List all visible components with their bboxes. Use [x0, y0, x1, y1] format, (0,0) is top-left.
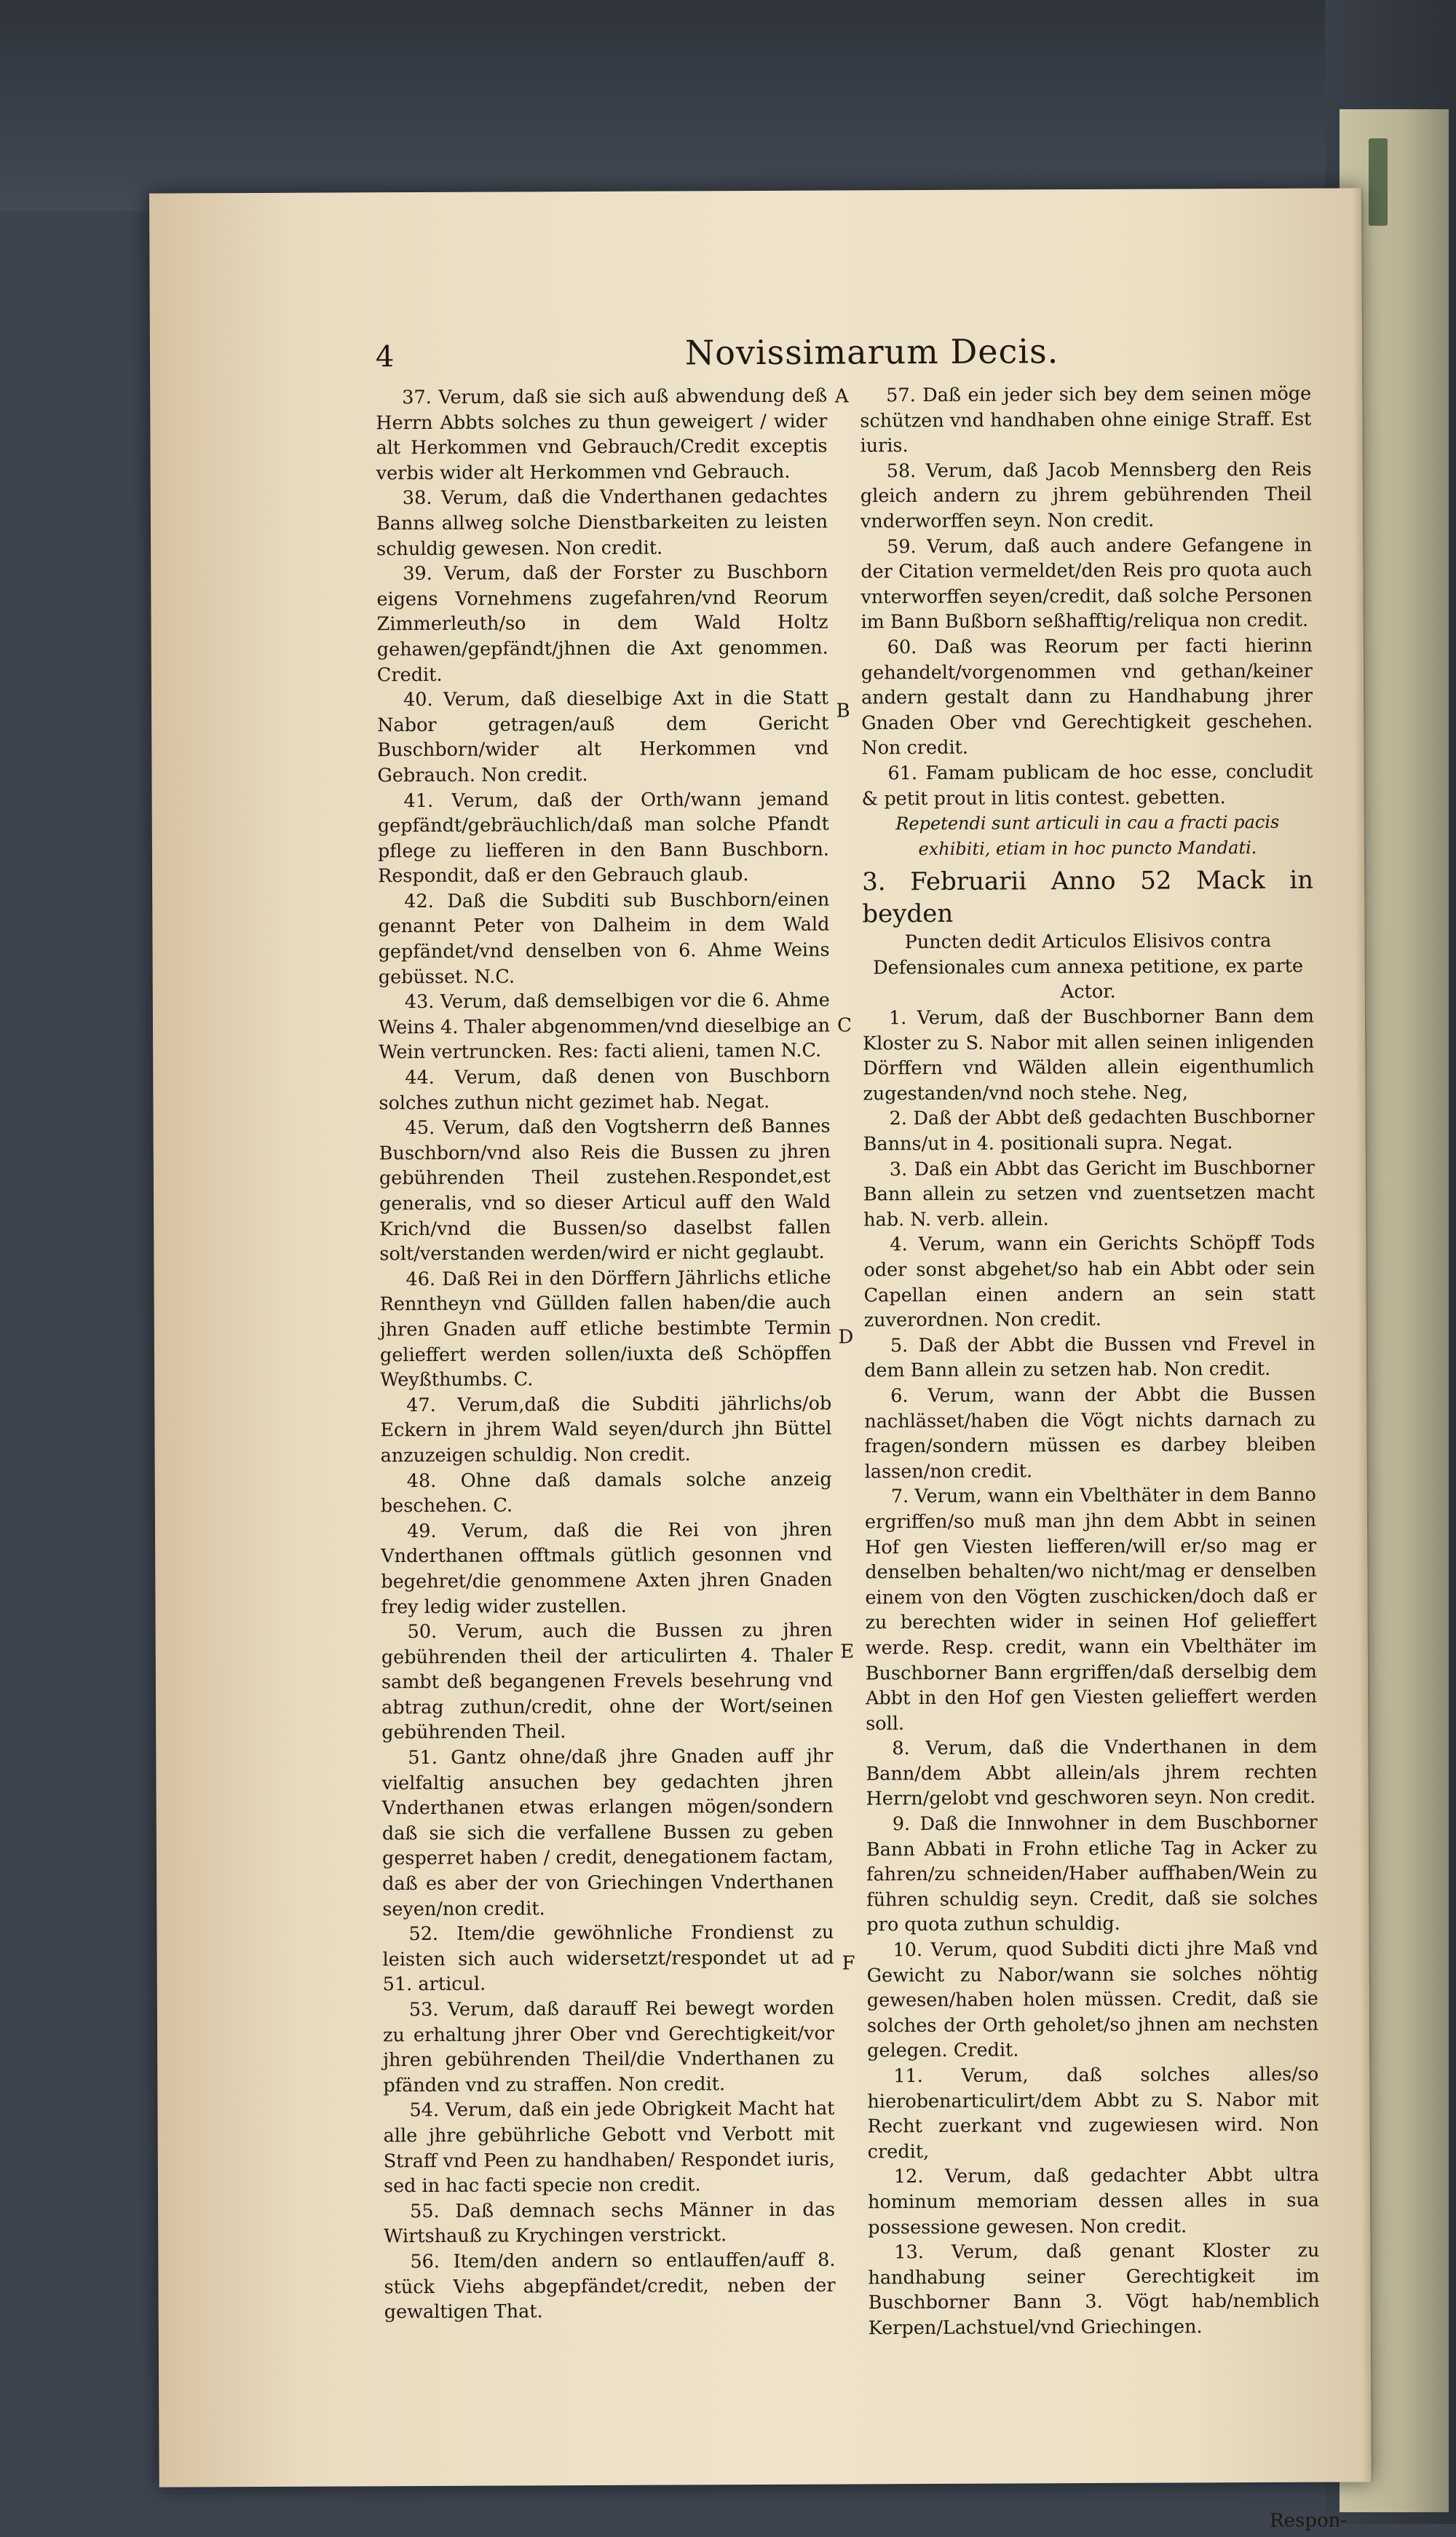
- elisive-article-5: 5. Daß der Abbt die Bussen vnd Frevel in dem Bann allein zu setzen hab. Non credit.: [864, 1333, 1315, 1382]
- elisive-article-9: 9. Daß die Innwohner in dem Buschborner Bann Abbati in Frohn etliche Tag in Acker zu fahren/zu schneiden/Haber auffhaben/Wein zu führen schuldig seyn. Credit, daß sie solches pro quota zuthun schuldig.: [866, 1811, 1318, 1936]
- article-49: 49. Verum, daß die Rei von jhren Vnderthanen offtmals gütlich gesonnen vnd begehret/die genommene Axten jhren Gnaden frey ledig wider zustellen.: [381, 1518, 833, 1618]
- article-60: 60. Daß was Reorum per facti hierinn gehandelt/vorgenommen vnd gethan/keiner andern gestalt dann zu Handhabung jhrer Gnaden Ober vnd Gerechtigkeit geschehen. Non credit.: [860, 634, 1313, 759]
- article-45: 45. Verum, daß den Vogtsherrn deß Bannes Buschborn/vnd also Reis die Bussen zu jhren gebührenden Theil zustehen.Respondet,est generalis, vnd so dieser Articul auff den Wald Krich/vnd die Bussen/so daselbst fallen solt/verstanden werden/wird er nicht geglaubt.: [379, 1115, 831, 1266]
- article-53: 53. Verum, daß darauff Rei bewegt worden zu erhaltung jhrer Ober vnd Gerechtigkeit/vor jhren gebührenden Theil/die Vnderthanen zu pfänden vnd zu straffen. Non credit.: [382, 1997, 835, 2097]
- article-56: 56. Item/den andern so entlauffen/auff 8. stück Viehs abgepfändet/credit, neben der gewaltigen That.: [384, 2249, 836, 2324]
- article-46: 46. Daß Rei in den Dörffern Jährlichs etliche Renntheyn vnd Güllden fallen haben/die auch jhren Gnaden auff etliche bestimbte Termin gelieffert werden sollen/iuxta deß Schöpffen Weyßthumbs. C.: [379, 1266, 832, 1392]
- backdrop: [0, 0, 1456, 211]
- margin-letter-d: D: [838, 1326, 854, 1349]
- book-page: [149, 188, 1372, 2532]
- article-41: 41. Verum, daß der Orth/wann jemand gepfändt/gebräuchlich/daß man solche Pfandt pflege zu liefferen in den Bann Buschborn. Respondit, daß er den Gebrauch glaub.: [377, 788, 830, 888]
- article-48: 48. Ohne daß damals solche anzeig beschehen. C.: [380, 1468, 832, 1518]
- repetendi-note: Repetendi sunt articuli in cau a fracti pacis exhibiti, etiam in hoc puncto Mandati.: [895, 811, 1280, 859]
- article-44: 44. Verum, daß denen von Buschborn solches zuthun nicht gezimet hab. Negat.: [379, 1065, 831, 1114]
- article-51: 51. Gantz ohne/daß jhre Gnaden auff jhr vielfaltig ansuchen bey gedachten jhren Vnderthanen etwas erlangen mögen/sondern daß sie sich die verfallene Bussen zu geben gesperret haben / credit, denegationem factam, daß es aber der von Griechingen Vnderthanen seyen/non credit.: [381, 1745, 834, 1920]
- article-47: 47. Verum,daß die Subditi jährlichs/ob Eckern in jhrem Wald seyen/durch jhn Büttel anzuzeigen schuldig. Non credit.: [380, 1392, 832, 1467]
- margin-letter-a: A: [834, 385, 849, 408]
- running-title: Novissimarum Decis.: [684, 331, 1059, 373]
- article-39: 39. Verum, daß der Forster zu Buschborn eigens Vornehmens zugefahren/vnd Reorum Zimmerleuth/so in dem Wald Holtz gehawen/gepfändt/jhnen die Axt genommen. Credit.: [376, 561, 828, 686]
- elisive-article-12: 12. Verum, daß gedachter Abbt ultra hominum memoriam dessen alles in sua possessione gewesen. Non credit.: [867, 2164, 1320, 2238]
- elisive-article-10: 10. Verum, quod Subditi dicti jhre Maß vnd Gewicht zu Nabor/wann sie solches nöhtig gewesen/haben holen müssen. Credit, daß sie solches der Orth geholet/so jhnen am nechsten gelegen. Credit.: [866, 1937, 1319, 2062]
- margin-letter-b: B: [836, 700, 850, 722]
- elisive-article-11: 11. Verum, daß solches alles/so hierobenarticulirt/dem Abbt zu S. Nabor mit Recht zuerkant vnd zugewiesen wird. Non credit,: [867, 2063, 1319, 2163]
- elisive-article-2: 2. Daß der Abbt deß gedachten Buschborner Banns/ut in 4. positionali supra. Negat.: [863, 1106, 1315, 1156]
- elisive-article-3: 3. Daß ein Abbt das Gericht im Buschborner Bann allein zu setzen vnd zuentsetzen macht hab. N. verb. allein.: [863, 1156, 1315, 1231]
- article-50: 50. Verum, auch die Bussen zu jhren gebührenden theil der articulirten 4. Thaler sambt deß begangenen Frevels besehrung vnd abtrag zuthun/credit, ohne der Wort/seinen gebührenden Theil.: [381, 1619, 834, 1744]
- elisive-article-13: 13. Verum, daß genant Kloster zu handhabung seiner Gerechtigkeit im Buschborner Bann 3. Vögt hab/nemblich Kerpen/Lachstuel/vnd Griechingen.: [868, 2239, 1320, 2340]
- elisive-article-4: 4. Verum, wann ein Gerichts Schöpff Tods oder sonst abgehet/so hab ein Abbt oder sein Capellan einen andern an sein statt zuverordnen. Non credit.: [863, 1232, 1315, 1332]
- article-42: 42. Daß die Subditi sub Buschborn/einen genannt Peter von Dalheim in dem Wald gepfändet/vnd denselben von 6. Ahme Weins gebüsset. N.C.: [378, 888, 830, 988]
- article-61: 61. Famam publicam de hoc esse, concludit & petit prout in litis contest. gebetten.: [861, 760, 1313, 810]
- article-54: 54. Verum, daß ein jede Obrigkeit Macht hat alle jhre gebührliche Gebott vnd Verbott mit Straff vnd Peen zu handhaben/ Respondet iuris, sed in hac facti specie non credit.: [383, 2097, 835, 2198]
- article-58: 58. Verum, daß Jacob Mennsberg den Reis gleich andern zu jhrem gebührenden Theil vnderworffen seyn. Non credit.: [860, 458, 1312, 533]
- section-heading: 3. Februarii Anno 52 Mack in beyden: [862, 865, 1314, 929]
- right-column: [860, 382, 1320, 2341]
- article-59: 59. Verum, daß auch andere Gefangene in der Citation vermeldet/den Reis pro quota auch vnterworffen seyen/credit, daß solche Personen im Bann Bußborn seßhafftig/reliqua non credit.: [860, 534, 1313, 634]
- margin-letter-f: F: [842, 1952, 855, 1975]
- elisive-article-1: 1. Verum, daß der Buschborner Bann dem Kloster zu S. Nabor mit allen seinen inligenden Dörffern vnd Wälden allein eigenthumlich zugestanden/vnd noch stehe. Neg,: [863, 1005, 1315, 1105]
- section-subheading: Puncten dedit Articulos Elisivos contra Defensionales cum annexa petitione, ex parte Actor.: [873, 930, 1304, 1003]
- elisive-article-7: 7. Verum, wann ein Vbelthäter in dem Banno ergriffen/so muß man jhn dem Abbt in seinen Hof gen Viesten liefferen/will er/so mag er denselben behalten/wo nicht/mag er denselben einem von den Vögten zuschicken/doch daß er zu berechten wider in seinen Hof gelieffert werde. Resp. credit, wann ein Vbelthäter im Buschborner Bann ergriffen/daß derselbig dem Abbt in den Hof gen Viesten gelieffert werden soll.: [864, 1483, 1318, 1735]
- elisive-article-8: 8. Verum, daß die Vnderthanen in dem Bann/dem Abbt allein/als jhrem rechten Herrn/gelobt vnd geschworen seyn. Non credit.: [866, 1735, 1318, 1810]
- left-column: [376, 384, 836, 2325]
- article-37: 37. Verum, daß sie sich auß abwendung deß Herrn Abbts solches zu thun geweigert / wider alt Herkommen vnd Gebrauch/Credit exceptis verbis wider alt Herkommen vnd Gebrauch.: [376, 384, 828, 485]
- article-57: 57. Daß ein jeder sich bey dem seinen möge schützen vnd handhaben ohne einige Straff. Est iuris.: [860, 382, 1312, 457]
- article-52: 52. Item/die gewöhnliche Frondienst zu leisten sich auch widersetzt/respondet ut ad 51. articul.: [382, 1921, 834, 1996]
- catchword: Respon-: [1269, 2509, 1348, 2532]
- article-40: 40. Verum, daß dieselbige Axt in die Statt Nabor getragen/auß dem Gericht Buschborn/wider alt Herkommen vnd Gebrauch. Non credit.: [377, 687, 829, 787]
- page-header: [376, 331, 1322, 379]
- page-number: 4: [375, 340, 395, 374]
- article-43: 43. Verum, daß demselbigen vor die 6. Ahme Weins 4. Thaler abgenommen/vnd dieselbige an Wein vertruncken. Res: facti alieni, tamen N.C.: [378, 989, 831, 1064]
- bookmark-ribbon: [1369, 138, 1388, 226]
- margin-letter-e: E: [840, 1641, 855, 1663]
- article-55: 55. Daß demnach sechs Männer in das Wirtshauß zu Krychingen verstrickt.: [384, 2198, 836, 2248]
- article-38: 38. Verum, daß die Vnderthanen gedachtes Banns allweg solche Dienstbarkeiten zu leisten schuldig gewesen. Non credit.: [376, 485, 828, 560]
- elisive-article-6: 6. Verum, wann der Abbt die Bussen nachlässet/haben die Vögt nichts darnach zu fragen/sondern müssen es darbey bleiben lassen/non credit.: [864, 1383, 1316, 1483]
- margin-letter-c: C: [836, 1014, 852, 1037]
